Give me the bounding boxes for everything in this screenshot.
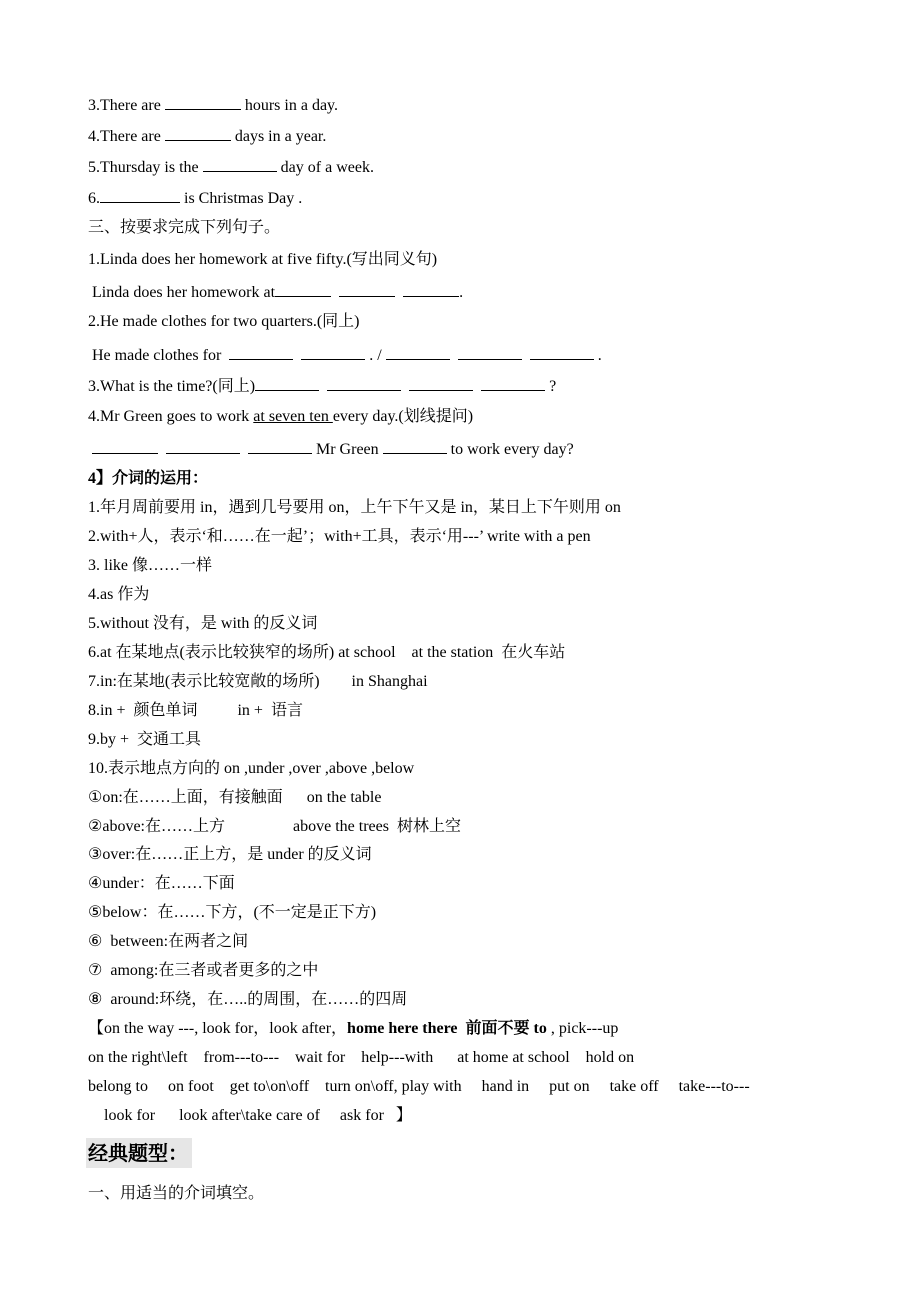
rule-line: 8.in + 颜色单词 in + 语言 <box>88 702 303 719</box>
punctuation: ? <box>545 378 557 395</box>
answer-blank[interactable] <box>229 344 293 360</box>
answer-1: Linda does her homework at . <box>88 281 463 303</box>
answer-blank[interactable] <box>383 438 447 454</box>
answer-blank[interactable] <box>248 438 312 454</box>
phrases-line-3: belong to on foot get to\on\off turn on\off, play with hand in put on take off take---to--- <box>88 1078 750 1095</box>
rule-line: ⑥ between:在两者之间 <box>88 933 249 950</box>
question-4 <box>88 407 473 427</box>
rule-line: ③over:在……正上方，是 under 的反义词 <box>88 846 372 863</box>
phrase-text: 【on the way ---, look for，look after， <box>88 1020 348 1037</box>
rule-line: ④under：在……下面 <box>88 875 235 892</box>
answer-blank[interactable] <box>301 344 365 360</box>
answer-blank[interactable] <box>165 94 241 110</box>
item-text: hours in a day. <box>240 97 339 114</box>
section-3-title: 三、按要求完成下列句子。 <box>88 219 281 236</box>
rule-line: 3. like 像……一样 <box>88 557 212 574</box>
phrase-emphasis: home here there 前面不要 to <box>347 1020 547 1037</box>
question-text: every day.(划线提问) <box>332 408 474 425</box>
answer-blank[interactable] <box>458 344 522 360</box>
separator: . / <box>365 347 386 364</box>
rule-line: 1.年月周前要用 in，遇到几号要用 on，上午下午又是 in，某日上下午则用 on <box>88 499 621 516</box>
answer-text: to work every day? <box>446 441 574 458</box>
rule-line: 5.without 没有，是 with 的反义词 <box>88 615 318 632</box>
answer-blank[interactable] <box>530 344 594 360</box>
rule-line: 4.as 作为 <box>88 586 150 603</box>
rule-line: 6.at 在某地点(表示比较狭窄的场所) at school at the station 在火车站 <box>88 644 566 661</box>
answer-blank[interactable] <box>386 344 450 360</box>
answer-prefix: He made clothes for <box>88 347 226 364</box>
punctuation: . <box>593 347 602 364</box>
answer-blank[interactable] <box>100 187 180 203</box>
classic-heading: 经典题型： <box>86 1138 192 1168</box>
item-text: 6. <box>88 190 100 207</box>
answer-blank[interactable] <box>409 375 473 391</box>
answer-4 <box>88 438 574 460</box>
question-text: 4.Mr Green goes to work <box>88 408 254 425</box>
fill-item-4 <box>88 125 326 147</box>
answer-prefix: Linda does her homework at <box>88 284 276 301</box>
fill-item-5 <box>88 156 374 178</box>
answer-blank[interactable] <box>481 375 545 391</box>
answer-2 <box>88 344 602 366</box>
rule-line: ②above:在……上方 above the trees 树林上空 <box>88 818 461 835</box>
answer-blank[interactable] <box>165 125 231 141</box>
answer-blank[interactable] <box>166 438 240 454</box>
answer-blank[interactable] <box>339 281 395 297</box>
classic-subheading: 一、用适当的介词填空。 <box>88 1185 265 1202</box>
phrase-text: , pick---up <box>546 1020 619 1037</box>
question-2: 2.He made clothes for two quarters.(同上) <box>88 313 360 330</box>
item-text: 5.Thursday is the <box>88 159 203 176</box>
rule-line: 9.by + 交通工具 <box>88 731 202 748</box>
section-4-title: 4】介词的运用： <box>88 470 209 487</box>
phrases-line-2: on the right\left from---to--- wait for help---with at home at school hold on <box>88 1049 635 1066</box>
answer-blank[interactable] <box>403 281 459 297</box>
answer-blank[interactable] <box>255 375 319 391</box>
answer-blank[interactable] <box>92 438 158 454</box>
answer-blank[interactable] <box>275 281 331 297</box>
question-text: 3.What is the time?(同上) <box>88 378 256 395</box>
question-3 <box>88 375 556 397</box>
item-text: days in a year. <box>230 128 327 145</box>
item-text: is Christmas Day . <box>180 190 303 207</box>
question-1: 1.Linda does her homework at five fifty.(写出同义句) <box>88 251 438 268</box>
rule-line: 7.in:在某地(表示比较宽敞的场所) in Shanghai <box>88 673 428 690</box>
answer-text: Mr Green <box>312 441 383 458</box>
fill-item-3 <box>88 94 338 116</box>
underlined-phrase: at seven ten <box>253 408 333 425</box>
rule-line: ⑧ around:环绕，在…..的周围，在……的四周 <box>88 991 408 1008</box>
item-text: day of a week. <box>276 159 374 176</box>
rule-line: 2.with+人，表示‘和……在一起’；with+工具，表示‘用---’ write with a pen <box>88 528 591 545</box>
rule-line: 10.表示地点方向的 on ,under ,over ,above ,below <box>88 760 415 777</box>
item-text: 4.There are <box>88 128 165 145</box>
answer-blank[interactable] <box>203 156 277 172</box>
item-text: 3.There are <box>88 97 165 114</box>
rule-line: ⑤below：在……下方，(不一定是正下方) <box>88 904 377 921</box>
rule-line: ①on:在……上面，有接触面 on the table <box>88 789 382 806</box>
phrases-line-4: look for look after\take care of ask for 】 <box>88 1107 412 1124</box>
answer-blank[interactable] <box>327 375 401 391</box>
phrases-line-1 <box>88 1019 618 1039</box>
rule-line: ⑦ among:在三者或者更多的之中 <box>88 962 319 979</box>
fill-item-6 <box>88 187 302 209</box>
